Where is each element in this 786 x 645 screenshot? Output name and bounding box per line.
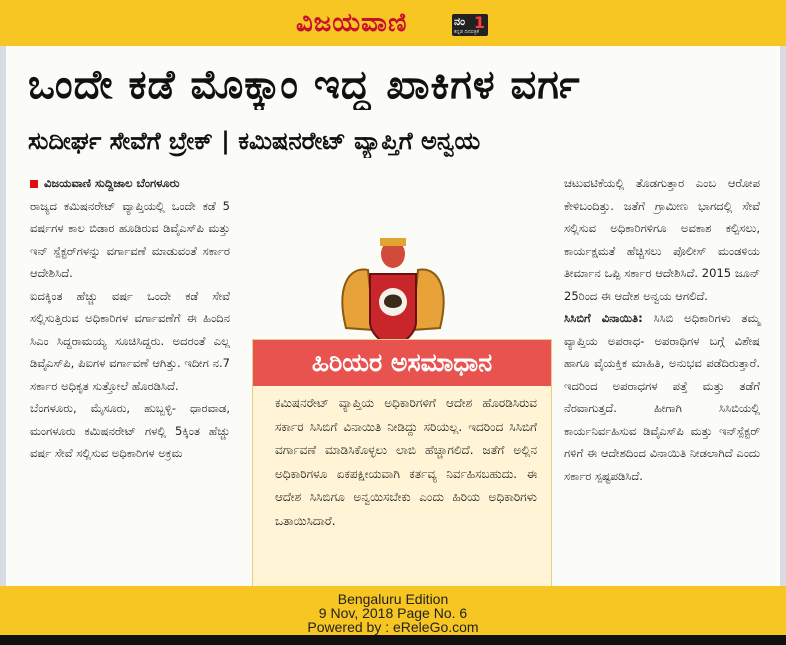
article-headline: ಒಂದೇ ಕಡೆ ಮೊಕ್ಕಾಂ ಇದ್ದ ಖಾಕಿಗಳ ವರ್ಗ (28, 62, 581, 108)
edition-label: Bengaluru Edition (337, 591, 449, 607)
bullet-icon (30, 180, 38, 188)
badge-label: ನಂ (454, 15, 465, 28)
bottom-bar (0, 635, 786, 645)
paragraph: ರಾಜ್ಯದ ಕಮಿಷನರೇಟ್ ವ್ಯಾಪ್ತಿಯಲ್ಲಿ ಒಂದೇ ಕಡೆ 5 ವರ್ಷಗಳ ಕಾಲ ಬಿಡಾರ ಹೂಡಿರುವ ಡಿವೈಎಸ್‌ಪಿ ಮತ್ತು ಇನ್ ಸ್ಪೆಕ್ಟರ್‌ಗಳನ್ನು ವರ್ಗಾವಣೆ ಮಾಡುವಂತೆ ಸರ್ಕಾರ ಆದೇಶಿಸಿದೆ. (30, 198, 230, 280)
badge-number: 1 (473, 13, 485, 32)
sidebar-box-text: ಕಮಿಷನರೇಟ್ ವ್ಯಾಪ್ತಿಯ ಅಧಿಕಾರಿಗಳಿಗೆ ಆದೇಶ ಹೊರಡಿಸಿರುವ ಸರ್ಕಾರ ಸಿಸಿಬಿಗೆ ವಿನಾಯಿತಿ ನೀಡಿದ್ದು ಸರಿಯಲ್ಲ. ಇದರಿಂದ ಸಿಸಿಬಿಗೆ ವರ್ಗಾವಣೆ ಮಾಡಿಸಿಕೊಳ್ಳಲು ಲಾಬಿ ಹೆಚ್ಚಾಗಲಿದೆ. ಜತೆಗೆ ಅಲ್ಲಿನ ಅಧಿಕಾರಿಗಳೂ ಏಕಪಕ್ಷೀಯವಾಗಿ ಕರ್ತವ್ಯ ನಿರ್ವಹಿಸಬಹುದು. ಈ ಆದೇಶ ಸಿಸಿಬಿಗೂ ಅನ್ವಯಿಸಬೇಕು ಎಂದು ಹಿರಿಯ ಅಧಿಕಾರಿಗಳು ಒತಾಯಿಸಿದಾರೆ. (275, 396, 537, 528)
paragraph: ಬೆಂಗಳೂರು, ಮೈಸೂರು, ಹುಬ್ಬಳ್ಳಿ- ಧಾರವಾಡ, ಮಂಗಳೂರು ಕಮಿಷನರೇಟ್ ಗಳಲ್ಲಿ 5ಕ್ಕಿಂತ ಹೆಚ್ಚು ವರ್ಷ ಸೇವೆ ಸಲ್ಲಿಸುವ ಅಧಿಕಾರಿಗಳ ಅಕ್ರಮ (30, 401, 230, 460)
paragraph: ಚಟುವಟಿಕೆಯಲ್ಲಿ ತೊಡಗುತ್ತಾರ ಎಂಬ ಆರೋಪ ಕೇಳಿಬಂದಿತ್ತು. ಜತೆಗೆ ಗ್ರಾಮೀಣ ಭಾಗದಲ್ಲಿ ಸೇವೆ ಸಲ್ಲಿಸುವ ಅಧಿಕಾರಿಗಳಿಗೂ ಅವಕಾಶ ಕಲ್ಪಿಸಲು, ಕಾರ್ಯಕ್ಷಮತೆ ಹೆಚ್ಚಿಸಲು ಪೊಲೀಸ್ ಮಂಡಳಿಯ ತೀರ್ಮಾನ ಒಪ್ಪಿ ಸರ್ಕಾರ ಆದೇಶಿಸಿದೆ. 2015 ಜೂನ್ 25ರಿಂದ ಈ ಆದೇಶ ಅನ್ವಯ ಆಗಲಿದೆ. (564, 176, 760, 303)
dateline-text: ವಿಜಯವಾಣಿ ಸುದ್ದಿಜಾಲ ಬೆಂಗಳೂರು (44, 176, 180, 190)
date-page-label: 9 Nov, 2018 Page No. 6 (318, 605, 468, 621)
article-subheadline: ಸುದೀರ್ಘ ಸೇವೆಗೆ ಬ್ರೇಕ್ | ಕಮಿಷನರೇಟ್ ವ್ಯಾಪ್ತಿಗೆ ಅನ್ವಯ (28, 127, 481, 155)
article-dateline (30, 172, 230, 195)
right-page-edge (780, 46, 786, 586)
badge-tagline: ಕನ್ನಡ ದಿನಪತ್ರಿಕೆ (454, 29, 480, 35)
masthead-bar (0, 0, 786, 46)
left-page-edge (0, 46, 6, 586)
paragraph (564, 307, 760, 487)
section-subheading: ಸಿಸಿಬಿಗೆ ವಿನಾಯಿತಿ: (564, 311, 643, 325)
newspaper-clipping (0, 46, 786, 586)
newspaper-logo: ವಿಜಯವಾಣಿ (296, 8, 408, 38)
paragraph: ಐದಕ್ಕಿಂತ ಹೆಚ್ಚು ವರ್ಷ ಒಂದೇ ಕಡೆ ಸೇವೆ ಸಲ್ಲಿಸುತ್ತಿರುವ ಅಧಿಕಾರಿಗಳ ವರ್ಗಾವಣೆಗೆ ಈ ಹಿಂದಿನ ಸಿಎಂ ಸಿದ್ದರಾಮಯ್ಯ ಸೂಚಿಸಿದ್ದರು. ಅದರಂತೆ ಎಲ್ಲ ಡಿವೈಎಸ್‌ಪಿ, ಪಿಐಗಳ ವರ್ಗಾವಣೆ ಆಗಿತ್ತು. ಇದೀಗ ನ.7 ಸರ್ಕಾರ ಅಧಿಕೃತ ಸುತ್ತೋಲೆ ಹೊರಡಿಸಿದೆ. (30, 288, 230, 393)
sidebar-box-title: ಹಿರಿಯರ ಅಸಮಾಧಾನ (253, 340, 551, 386)
paragraph-text: ಸಿಸಿಬಿ ಅಧಿಕಾರಿಗಳು ತಮ್ಮ ವ್ಯಾಪ್ತಿಯ ಅಪರಾಧ- ಅಪರಾಧಿಗಳ ಬಗ್ಗೆ ವಿಶೇಷ ಹಾಗೂ ವೈಯಕ್ತಿಕ ಮಾಹಿತಿ, ಅನುಭವ ಪಡೆದಿರುತ್ತಾರೆ. ಇದರಿಂದ ಅಪರಾಧಗಳ ಪತ್ತೆ ಮತ್ತು ತಡೆಗೆ ನೆರವಾಗುತ್ತದೆ. ಹೀಗಾಗಿ ಸಿಸಿಬಿಯಲ್ಲಿ ಕಾರ್ಯನಿರ್ವಹಿಸುವ ಡಿವೈಎಸ್‌ಪಿ ಮತ್ತು ಇನ್‌ಸ್ಪೆಕ್ಟರ್ ಗಳಿಗೆ ಈ ಆದೇಶದಿಂದ ವಿನಾಯಿತಿ ನೀಡಲಾಗಿದೆ ಎಂದು ಸರ್ಕಾರ ಸ್ಪಷ್ಟಪಡಿಸಿದೆ. (564, 311, 760, 483)
article-column-3 (564, 172, 760, 487)
powered-by-link[interactable]: Powered by : eReleGo.com (307, 619, 479, 635)
number-one-badge (452, 14, 488, 36)
article-column-1 (30, 172, 230, 465)
